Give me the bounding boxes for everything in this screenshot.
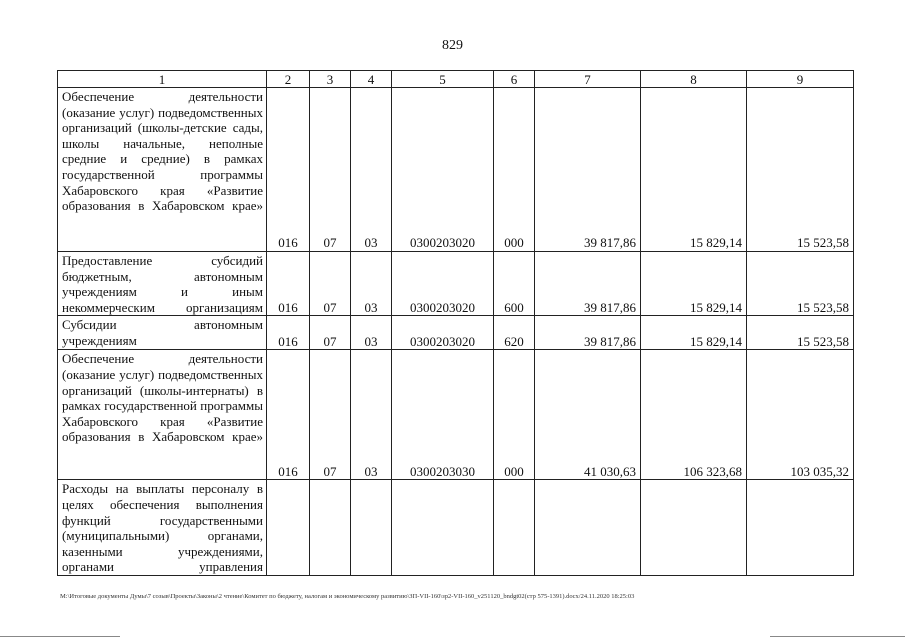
cell-amount: 39 817,86 (535, 88, 641, 252)
cell-ministry: 016 (267, 252, 310, 316)
table-row (58, 350, 854, 480)
cell-section: 07 (310, 252, 351, 316)
cell-amount: 41 030,63 (535, 350, 641, 480)
cell-target-article (392, 480, 494, 576)
row-name: Обеспечение деятельности (оказание услуг) подведомственных организаций (школы-детские сады, школы начальные, неполные средние и средние) в рамках государственной программы Хабаровского края «Развитие образования в Хабаровском крае» (58, 88, 267, 252)
column-header: 2 (267, 71, 310, 88)
cell-section: 07 (310, 316, 351, 350)
cell-amount: 15 829,14 (641, 316, 747, 350)
cell-subsection: 03 (351, 316, 392, 350)
cell-amount (641, 480, 747, 576)
cell-amount: 15 523,58 (747, 88, 854, 252)
column-header: 3 (310, 71, 351, 88)
table-row (58, 316, 854, 350)
table-row (58, 88, 854, 252)
cell-ministry: 016 (267, 350, 310, 480)
scan-edge-mark (770, 636, 905, 637)
scan-edge-mark (0, 636, 120, 637)
cell-amount: 106 323,68 (641, 350, 747, 480)
row-name: Расходы на выплаты персоналу в целях обеспечения выполнения функций государственными (муниципальными) органами, казенными учреждениями, органами управления (58, 480, 267, 576)
column-header: 8 (641, 71, 747, 88)
cell-expense-type: 000 (494, 350, 535, 480)
cell-amount: 15 829,14 (641, 88, 747, 252)
column-header: 7 (535, 71, 641, 88)
cell-expense-type: 620 (494, 316, 535, 350)
table-row (58, 480, 854, 576)
cell-target-article: 0300203030 (392, 350, 494, 480)
cell-subsection: 03 (351, 252, 392, 316)
cell-section: 07 (310, 350, 351, 480)
cell-section: 07 (310, 88, 351, 252)
cell-expense-type: 600 (494, 252, 535, 316)
cell-amount: 15 523,58 (747, 316, 854, 350)
cell-ministry (267, 480, 310, 576)
cell-subsection: 03 (351, 350, 392, 480)
table-header-row (58, 71, 854, 88)
cell-amount: 103 035,32 (747, 350, 854, 480)
page-number: 829 (442, 38, 463, 53)
cell-subsection: 03 (351, 88, 392, 252)
column-header: 1 (58, 71, 267, 88)
cell-expense-type (494, 480, 535, 576)
cell-amount: 39 817,86 (535, 316, 641, 350)
column-header: 4 (351, 71, 392, 88)
document-path-footer: M:\Итоговые документы Думы\7 созыв\Проекты\Законы\2 чтение\Комитет по бюджету, налогам и экономическому развитию\ЗП-VII-160\зр2-VII-160_v251120_bndgt02(стр 575-1391).docx/24.11.2020 18:25:03 (60, 593, 635, 600)
cell-expense-type: 000 (494, 88, 535, 252)
column-header: 6 (494, 71, 535, 88)
budget-table (57, 70, 854, 576)
cell-subsection (351, 480, 392, 576)
cell-amount (747, 480, 854, 576)
column-header: 9 (747, 71, 854, 88)
row-name: Предоставление субсидий бюджетным, автономным учреждениям и иным некоммерческим организациям (58, 252, 267, 316)
cell-target-article: 0300203020 (392, 316, 494, 350)
row-name: Субсидии автономным учреждениям (58, 316, 267, 350)
cell-amount (535, 480, 641, 576)
cell-amount: 15 829,14 (641, 252, 747, 316)
table-row (58, 252, 854, 316)
cell-section (310, 480, 351, 576)
cell-target-article: 0300203020 (392, 252, 494, 316)
cell-target-article: 0300203020 (392, 88, 494, 252)
row-name: Обеспечение деятельности (оказание услуг) подведомственных организаций (школы-интернаты) в рамках государственной программы Хабаровского края «Развитие образования в Хабаровском крае» (58, 350, 267, 480)
cell-ministry: 016 (267, 316, 310, 350)
cell-ministry: 016 (267, 88, 310, 252)
column-header: 5 (392, 71, 494, 88)
cell-amount: 39 817,86 (535, 252, 641, 316)
cell-amount: 15 523,58 (747, 252, 854, 316)
